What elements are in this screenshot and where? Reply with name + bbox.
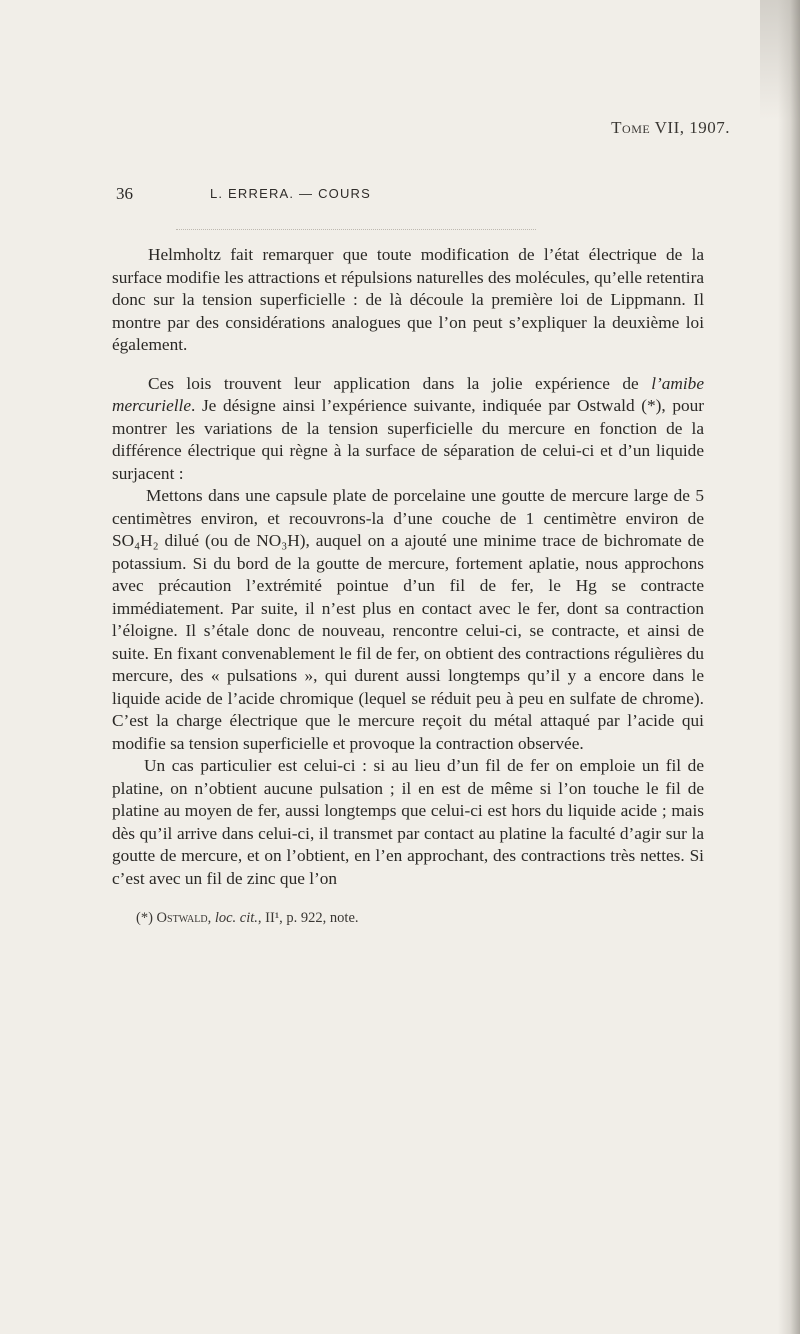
paragraph-2-lead: Ces lois trouvent leur application dans la jolie expérience de xyxy=(148,373,652,393)
volume-header xyxy=(530,118,730,138)
footnote-author: Ostwald, xyxy=(156,910,215,926)
footnote-marker: (*) xyxy=(136,910,157,926)
page-number: 36 xyxy=(116,184,133,203)
paragraph-2-term: l’amibe mercurielle xyxy=(112,373,704,415)
paragraph-4: Un cas particulier est celui-ci : si au lieu d’un fil de fer on emploie un fil de platine, on n’obtient aucune pulsation ; il en est de même si l’on touche le fil de platine au moyen de fer, aussi longtemps que celui-ci est hors du liquide acide ; mais dès qu’il arrive dans celui-ci, il transmet par contact au platine la faculté d’agir sur la goutte de mercure, et on l’obtient, en l’en approchant, des contractions très nettes. Si c’est avec un fil de zinc que l’on xyxy=(112,756,704,888)
footnote xyxy=(136,910,676,927)
paragraph-3: Mettons dans une capsule plate de porcelaine une goutte de mercure large de 5 centimètres environ, et recouvrons-la d’une couche de 1 centimètre environ de SO₄H₂ dilué (ou de NO₃H), auquel on a ajouté une minime trace de bichromate de potassium. Si du bord de la goutte de mercure, fortement aplatie, nous approchons avec précaution l’extrémité pointue d’un fil de fer, le Hg se contracte immédiatement. Par suite, il n’est plus en contact avec le fer, dont sa contraction l’éloigne. Il s’étale donc de nouveau, rencontre celui-ci, se contracte, et ainsi de suite. En fixant convenablement le fil de fer, on obtient des contractions régulières du mercure, des « pulsations », qui durent aussi longtemps qu’il y a encore dans le liquide acide de l’acide chromique (lequel se réduit peu à peu en sulfate de chrome). C’est la charge électrique que le mercure reçoit du métal attaqué par l’acide qui modifie sa tension superficielle et provoque la contraction observée. xyxy=(112,486,704,753)
running-head: L. ERRERA. — COURS xyxy=(210,186,372,201)
volume-label: Tome VII, 1907. xyxy=(611,118,730,137)
page-edge-shadow xyxy=(778,0,800,1334)
body-text xyxy=(112,244,704,890)
footnote-ref: loc. cit. xyxy=(214,910,258,926)
paragraph-2-rest: . Je désigne ainsi l’expérience suivante, indiquée par Ostwald (*), pour montrer les variations de la tension superficielle du mercure en fonction de la différence électrique qui règne à la surface de séparation de celui-ci et d’un liquide surjacent : xyxy=(112,396,704,483)
footnote-ref-rest: , II¹, p. 922, note. xyxy=(257,910,359,926)
paragraph-1: Helmholtz fait remarquer que toute modification de l’état électrique de la surface modifie les attractions et répulsions naturelles des molécules, qu’elle retentira donc sur la tension superficielle : de là découle la première loi de Lippmann. Il montre par des considérations analogues que l’on peut s’expliquer la deuxième loi également. xyxy=(112,245,704,354)
paragraph-2 xyxy=(112,373,704,486)
header-rule xyxy=(176,229,536,230)
